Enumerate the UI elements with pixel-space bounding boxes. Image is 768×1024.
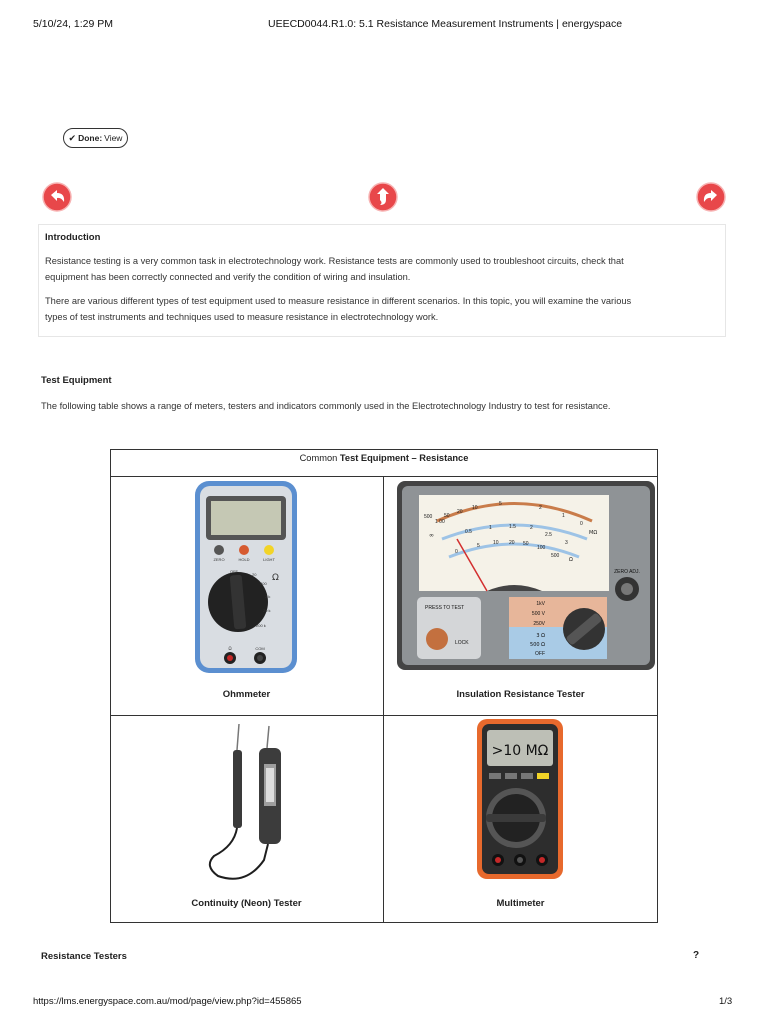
ohm-dial-off: OFF — [230, 569, 238, 574]
ins-mid-2.5: 2.5 — [545, 532, 552, 538]
multimeter-image — [476, 718, 564, 880]
ins-scale-0: 0 — [580, 521, 583, 527]
ins-scale-1: 1 — [562, 513, 565, 519]
ohm-btn-light: LIGHT — [263, 557, 275, 562]
multimeter-display: >10 MΩ — [491, 743, 549, 759]
table-heading — [110, 449, 658, 477]
table-divider-vertical — [383, 477, 384, 923]
ins-mid-3: 3 — [565, 540, 568, 546]
ohm-omega-label: Ω — [272, 573, 279, 583]
ins-bot-5: 5 — [477, 543, 480, 549]
up-arrow-icon[interactable] — [368, 182, 398, 212]
intro-paragraph-1 — [45, 254, 705, 285]
ohm-btn-zero: ZERO — [213, 557, 225, 562]
caption-ohmmeter: Ohmmeter — [222, 689, 271, 700]
help-icon[interactable]: ? — [693, 950, 700, 961]
ohm-dial-200k: 200 k — [256, 623, 266, 628]
ins-scale-10: 10 — [472, 505, 478, 511]
resistance-testers-title: Resistance Testers — [41, 951, 127, 962]
ohm-dial-20: 20 — [252, 572, 257, 577]
intro-p2-line2: types of test instruments and techniques used to measure resistance in electrotechnology work. — [45, 311, 439, 322]
intro-paragraph-2 — [45, 294, 705, 325]
ins-scale-2: 2 — [539, 505, 542, 511]
table-divider-horizontal — [110, 715, 658, 716]
ins-scale-500: 500 — [424, 514, 433, 520]
insulation-tester-image — [397, 481, 655, 670]
intro-p1-line2: equipment has been correctly connected and verify the condition of wiring and insulation. — [45, 271, 411, 282]
ins-bot-0: 0 — [455, 549, 458, 555]
ins-scale-20: 20 — [457, 509, 463, 515]
caption-multimeter: Multimeter — [496, 898, 545, 909]
ins-bot-10: 10 — [493, 540, 499, 546]
ins-mid-1: 1 — [489, 525, 492, 531]
ins-press-to-test: PRESS TO TEST — [425, 605, 465, 611]
ins-range-off: OFF — [535, 651, 545, 657]
check-icon: ✔ — [68, 132, 77, 143]
ins-mid-inf: ∞ — [429, 532, 434, 539]
ohm-btn-hold: HOLD — [238, 557, 250, 562]
ins-scale-5: 5 — [499, 501, 502, 507]
print-page-title: UEECD0044.R1.0: 5.1 Resistance Measurement Instruments | energyspace — [268, 18, 623, 30]
ins-range-1kv: 1kV — [536, 601, 545, 607]
test-equipment-description: The following table shows a range of meters, testers and indicators commonly used in the Electrotechnology Industry to test for resistance. — [41, 401, 611, 411]
ohm-dial-2k: 2 k — [265, 594, 271, 599]
caption-neon-tester: Continuity (Neon) Tester — [191, 898, 302, 909]
caption-insulation-tester: Insulation Resistance Tester — [456, 689, 585, 700]
test-equipment-title: Test Equipment — [41, 375, 112, 386]
back-arrow-icon[interactable] — [42, 182, 72, 212]
table-heading-prefix: Common — [299, 453, 338, 463]
ins-range-500v: 500 V — [531, 611, 545, 617]
table-heading-bold: Test Equipment – Resistance — [339, 453, 469, 463]
ins-bot-500: 500 — [551, 553, 560, 559]
ins-zero-adj: ZERO ADJ. — [614, 569, 640, 575]
neon-tester-image — [206, 720, 284, 882]
ohm-dial-20k: 20 k — [263, 608, 271, 613]
ins-lock: LOCK — [455, 640, 469, 646]
intro-p2-line1: There are various different types of test equipment used to measure resistance in different scenarios. In this topic, you will examine the various — [45, 296, 632, 306]
ins-range-250v: 250V — [533, 621, 545, 627]
ohm-jack-omega: Ω — [228, 646, 232, 651]
print-url: https://lms.energyspace.com.au/mod/page/view.php?id=455865 — [33, 996, 302, 1007]
ins-bot-ohm: Ω — [569, 557, 573, 563]
introduction-title: Introduction — [45, 232, 101, 243]
ins-bot-50: 50 — [523, 541, 529, 547]
ins-bot-100: 100 — [537, 545, 546, 551]
ins-mid-2: 2 — [530, 525, 533, 531]
ohm-jack-com: COM — [255, 646, 265, 651]
view-label: View — [104, 133, 123, 143]
completion-badge[interactable] — [63, 128, 128, 148]
forward-arrow-icon[interactable] — [696, 182, 726, 212]
intro-p1-line1: Resistance testing is a very common task in electrotechnology work. Resistance tests are commonly used to troubleshoot circuits, check that — [45, 256, 624, 266]
ins-scale-mohm: MΩ — [589, 530, 598, 536]
ins-range-3ohm: 3 Ω — [536, 633, 545, 639]
ins-scale-50: 50 — [444, 513, 450, 519]
print-datetime: 5/10/24, 1:29 PM — [33, 18, 113, 30]
ohmmeter-image — [194, 480, 298, 674]
ins-range-500ohm: 500 Ω — [530, 642, 545, 648]
done-label: Done: — [78, 133, 103, 143]
ohm-dial-200: 200 — [260, 581, 267, 586]
ins-mid-0.5: 0.5 — [465, 529, 472, 535]
ins-scale-100: 1 00 — [435, 519, 445, 525]
ins-bot-20: 20 — [509, 540, 515, 546]
print-page-count: 1/3 — [719, 996, 733, 1007]
ins-mid-1.5: 1.5 — [509, 524, 516, 530]
